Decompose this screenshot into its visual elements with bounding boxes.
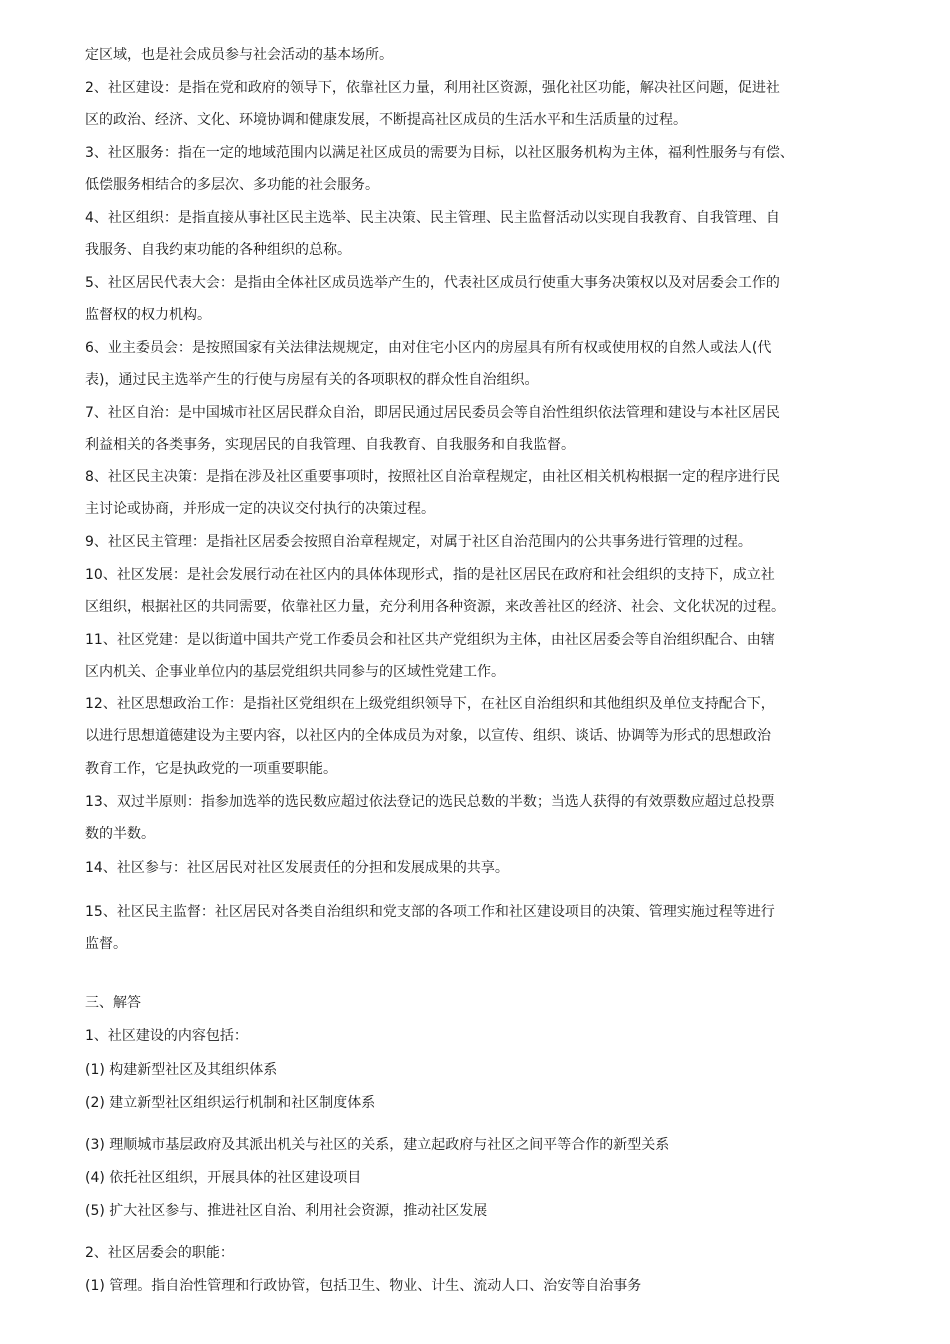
definition-line: 数的半数。 (85, 826, 155, 842)
definition-line: 区的政治、经济、文化、环境协调和健康发展，不断提高社区成员的生活水平和生活质量的过程。 (85, 112, 687, 128)
definition-line: 11、社区党建：是以街道中国共产党工作委员会和社区共产党组织为主体，由社区居委会等自治组织配合、由辖 (85, 632, 775, 648)
definition-line: 4、社区组织：是指直接从事社区民主选举、民主决策、民主管理、民主监督活动以实现自我教育、自我管理、自 (85, 210, 780, 226)
definition-line: 5、社区居民代表大会：是指由全体社区成员选举产生的，代表社区成员行使重大事务决策权以及对居委会工作的 (85, 275, 780, 291)
question-title: 2、社区居委会的职能： (85, 1245, 234, 1261)
definition-line: 区内机关、企事业单位内的基层党组织共同参与的区域性党建工作。 (85, 664, 505, 680)
list-item: (1) 构建新型社区及其组织体系 (85, 1062, 278, 1078)
definition-line: 14、社区参与：社区居民对社区发展责任的分担和发展成果的共享。 (85, 860, 509, 876)
definition-line: 监督权的权力机构。 (85, 307, 211, 323)
definition-line: 以进行思想道德建设为主要内容，以社区内的全体成员为对象，以宣传、组织、谈话、协调等为形式的思想政治 (85, 728, 771, 744)
definition-line: 15、社区民主监督：社区居民对各类自治组织和党支部的各项工作和社区建设项目的决策、管理实施过程等进行 (85, 904, 775, 920)
definition-line: 3、社区服务：指在一定的地域范围内以满足社区成员的需要为目标，以社区服务机构为主体，福利性服务与有偿、 (85, 145, 794, 161)
definition-line: 教育工作，它是执政党的一项重要职能。 (85, 761, 337, 777)
definition-line: 表)，通过民主选举产生的行使与房屋有关的各项职权的群众性自治组织。 (85, 372, 539, 388)
question-title: 1、社区建设的内容包括： (85, 1028, 248, 1044)
definition-line: 低偿服务相结合的多层次、多功能的社会服务。 (85, 177, 379, 193)
definition-line: 7、社区自治：是中国城市社区居民群众自治，即居民通过居民委员会等自治性组织依法管理和建设与本社区居民 (85, 405, 780, 421)
section-heading: 三、解答 (85, 995, 141, 1011)
definition-line: 定区域，也是社会成员参与社会活动的基本场所。 (85, 47, 393, 63)
list-item: (2) 建立新型社区组织运行机制和社区制度体系 (85, 1095, 376, 1111)
definition-line: 10、社区发展：是社会发展行动在社区内的具体体现形式，指的是社区居民在政府和社会组织的支持下，成立社 (85, 567, 775, 583)
definition-line: 主讨论或协商，并形成一定的决议交付执行的决策过程。 (85, 501, 435, 517)
definition-line: 12、社区思想政治工作：是指社区党组织在上级党组织领导下，在社区自治组织和其他组织及单位支持配合下， (85, 696, 775, 712)
definition-line: 13、双过半原则：指参加选举的选民数应超过依法登记的选民总数的半数；当选人获得的有效票数应超过总投票 (85, 794, 775, 810)
list-item: (3) 理顺城市基层政府及其派出机关与社区的关系，建立起政府与社区之间平等合作的新型关系 (85, 1137, 670, 1153)
definition-line: 我服务、自我约束功能的各种组织的总称。 (85, 242, 351, 258)
definition-line: 利益相关的各类事务，实现居民的自我管理、自我教育、自我服务和自我监督。 (85, 437, 575, 453)
definition-line: 9、社区民主管理：是指社区居委会按照自治章程规定，对属于社区自治范围内的公共事务进行管理的过程。 (85, 534, 752, 550)
definition-line: 6、业主委员会：是按照国家有关法律法规规定，由对住宅小区内的房屋具有所有权或使用权的自然人或法人(代 (85, 340, 772, 356)
definition-line: 8、社区民主决策：是指在涉及社区重要事项时，按照社区自治章程规定，由社区相关机构根据一定的程序进行民 (85, 469, 780, 485)
list-item: (4) 依托社区组织，开展具体的社区建设项目 (85, 1170, 362, 1186)
definition-line: 区组织，根据社区的共同需要，依靠社区力量，充分利用各种资源，来改善社区的经济、社会、文化状况的过程。 (85, 599, 785, 615)
list-item: (5) 扩大社区参与、推进社区自治、利用社会资源，推动社区发展 (85, 1203, 488, 1219)
definition-line: 2、社区建设：是指在党和政府的领导下，依靠社区力量，利用社区资源，强化社区功能，解决社区问题，促进社 (85, 80, 780, 96)
list-item: (1) 管理。指自治性管理和行政协管，包括卫生、物业、计生、流动人口、治安等自治事务 (85, 1278, 642, 1294)
definition-line: 监督。 (85, 936, 127, 952)
